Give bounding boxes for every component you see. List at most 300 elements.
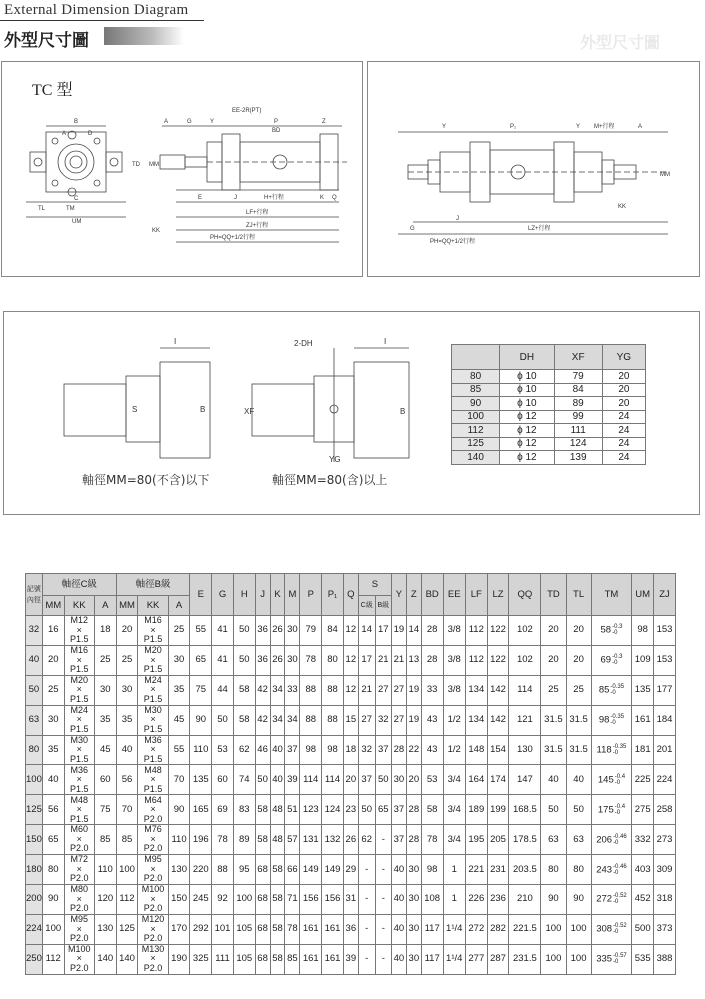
table-cell: 178.5: [509, 825, 541, 855]
ghost-title: 外型尺寸圖: [580, 33, 661, 52]
table-cell: 258: [654, 795, 676, 825]
table-cell: 102: [509, 616, 541, 646]
thread-part: P1.5: [143, 753, 163, 764]
thread-part: ×: [150, 624, 156, 635]
tm-value: 272: [596, 893, 613, 905]
col-header: K: [270, 574, 285, 616]
table-cell: 30: [285, 616, 300, 646]
table-cell: 210: [509, 885, 541, 915]
table-cell: 161: [322, 944, 344, 974]
table-row: [26, 616, 676, 646]
tm-cell: [591, 675, 632, 705]
table-cell: 130: [94, 914, 116, 944]
table-cell: 277: [465, 944, 487, 974]
col-header: TD: [541, 574, 566, 616]
thread-part: M20: [144, 645, 162, 656]
tol-lower: -0: [612, 660, 618, 667]
table-row: [26, 885, 676, 915]
col-header: Z: [406, 574, 421, 616]
dh-cell: 85: [452, 383, 500, 397]
table-cell: 36: [343, 914, 358, 944]
tm-cell: [591, 944, 632, 974]
thread-part: ×: [76, 774, 82, 785]
tm-tolerance: [612, 654, 622, 666]
table-cell: 20: [116, 616, 138, 646]
table-cell: 36: [255, 645, 270, 675]
table-cell: 105: [233, 914, 255, 944]
table-cell: 88: [322, 675, 344, 705]
dh-cell: 140: [452, 451, 500, 465]
table-row: [26, 795, 676, 825]
svg-text:S: S: [132, 405, 138, 414]
group-c: 軸徑C級: [42, 574, 116, 596]
table-cell: 68: [255, 914, 270, 944]
svg-text:B: B: [400, 407, 406, 416]
table-cell: 201: [654, 735, 676, 765]
thread-cell: [138, 675, 168, 705]
thread-part: ×: [150, 684, 156, 695]
thread-cell: [138, 855, 168, 885]
table-cell: 80: [26, 735, 43, 765]
corner-bottom: 內徑: [26, 596, 41, 604]
svg-text:YG: YG: [329, 455, 341, 464]
thread-part: P1.5: [143, 664, 163, 675]
table-cell: 30: [406, 885, 421, 915]
thread-part: P1.5: [69, 753, 89, 764]
table-cell: 131: [300, 825, 322, 855]
table-cell: 40: [541, 765, 566, 795]
table-cell: 50: [358, 795, 375, 825]
thread-part: M76: [144, 824, 162, 835]
table-cell: 27: [358, 705, 375, 735]
dh-row: [452, 397, 646, 411]
sub-header: KK: [64, 596, 94, 616]
table-cell: 58: [255, 825, 270, 855]
table-cell: 100: [116, 855, 138, 885]
table-cell: 535: [632, 944, 654, 974]
table-cell: 41: [212, 645, 234, 675]
thread-part: ×: [150, 744, 156, 755]
table-cell: 46: [255, 735, 270, 765]
thread-part: ×: [76, 684, 82, 695]
table-cell: 3/4: [443, 795, 465, 825]
thread-part: ×: [150, 923, 156, 934]
table-cell: 30: [391, 765, 406, 795]
table-cell: 32: [26, 616, 43, 646]
thread-part: P2.0: [69, 903, 89, 914]
svg-text:Y: Y: [576, 124, 581, 130]
svg-text:UM: UM: [72, 219, 82, 225]
sub-header: B級: [375, 596, 391, 616]
table-cell: 140: [94, 944, 116, 974]
table-row: [26, 914, 676, 944]
svg-text:A: A: [62, 131, 67, 137]
table-cell: 70: [116, 795, 138, 825]
col-header: H: [233, 574, 255, 616]
tol-lower: -0: [613, 959, 619, 966]
table-cell: 40: [566, 765, 591, 795]
table-cell: 130: [509, 735, 541, 765]
dh-header-row: [452, 345, 646, 370]
dh-row: [452, 437, 646, 451]
table-cell: 92: [212, 885, 234, 915]
table-cell: 71: [285, 885, 300, 915]
tm-tolerance: [613, 953, 627, 965]
thread-part: ×: [150, 774, 156, 785]
table-cell: 150: [26, 825, 43, 855]
table-cell: 50: [233, 616, 255, 646]
tol-lower: -0: [613, 839, 619, 846]
table-cell: 205: [487, 825, 509, 855]
tol-lower: -0: [614, 779, 621, 786]
thread-part: P2.0: [69, 962, 89, 973]
table-cell: 50: [233, 645, 255, 675]
table-row: [26, 645, 676, 675]
table-cell: 29: [343, 855, 358, 885]
table-cell: 36: [255, 616, 270, 646]
table-cell: 62: [358, 825, 375, 855]
table-cell: 80: [322, 645, 344, 675]
thread-part: P2.0: [143, 903, 163, 914]
table-cell: 42: [255, 675, 270, 705]
table-cell: 53: [421, 765, 443, 795]
col-header: TM: [591, 574, 632, 616]
dh-cell: 24: [602, 410, 645, 424]
table-cell: 27: [375, 675, 391, 705]
table-cell: 28: [406, 795, 421, 825]
tm-value: 308: [596, 923, 613, 935]
thread-cell: [138, 765, 168, 795]
table-cell: 45: [94, 735, 116, 765]
thread-part: P1.5: [69, 693, 89, 704]
table-cell: 154: [487, 735, 509, 765]
col-header: G: [212, 574, 234, 616]
dh-cell: ϕ 10: [500, 370, 554, 384]
thread-part: M100: [141, 884, 165, 895]
table-cell: 100: [566, 944, 591, 974]
thread-part: M30: [70, 734, 88, 745]
table-cell: 78: [300, 645, 322, 675]
table-cell: 28: [421, 616, 443, 646]
thread-cell: [138, 795, 168, 825]
thread-part: M24: [70, 704, 88, 715]
table-cell: 30: [94, 675, 116, 705]
svg-text:P₁: P₁: [510, 124, 517, 130]
table-cell: 226: [465, 885, 487, 915]
dh-cell: 80: [452, 370, 500, 384]
dh-header-corner: [452, 345, 500, 370]
table-cell: 75: [94, 795, 116, 825]
thread-part: P1.5: [143, 783, 163, 794]
col-header: LZ: [487, 574, 509, 616]
table-body: [26, 616, 676, 975]
table-cell: 21: [358, 675, 375, 705]
col-header: UM: [632, 574, 654, 616]
table-cell: 35: [116, 705, 138, 735]
table-row: [26, 705, 676, 735]
table-cell: 100: [541, 914, 566, 944]
table-cell: 3/8: [443, 675, 465, 705]
thread-cell: [138, 885, 168, 915]
tm-tolerance: [615, 804, 625, 816]
dimension-table: [25, 573, 676, 975]
svg-text:KK: KK: [618, 204, 627, 210]
thread-part: M20: [70, 674, 88, 685]
col-header: LF: [465, 574, 487, 616]
table-cell: 42: [255, 705, 270, 735]
tm-value: 85: [598, 684, 610, 696]
thread-cell: [64, 735, 94, 765]
table-cell: 25: [116, 645, 138, 675]
table-cell: 58: [421, 795, 443, 825]
tol-lower: -0: [613, 869, 619, 876]
dh-row: [452, 410, 646, 424]
table-cell: 98: [632, 616, 654, 646]
table-cell: -: [358, 914, 375, 944]
tm-tolerance: [613, 744, 627, 756]
table-cell: 57: [285, 825, 300, 855]
tol-lower: -0: [610, 720, 616, 727]
dh-cell: ϕ 10: [500, 397, 554, 411]
table-cell: 31.5: [566, 705, 591, 735]
table-cell: 74: [233, 765, 255, 795]
svg-text:TM: TM: [66, 206, 75, 212]
table-cell: 68: [255, 885, 270, 915]
table-cell: 80: [541, 855, 566, 885]
table-cell: 34: [270, 705, 285, 735]
col-header: E: [190, 574, 212, 616]
thread-part: M48: [70, 794, 88, 805]
table-cell: 15: [343, 705, 358, 735]
svg-text:B: B: [200, 405, 206, 414]
svg-text:PH=QQ+1/2行程: PH=QQ+1/2行程: [210, 235, 256, 241]
table-cell: 124: [322, 795, 344, 825]
table-cell: 33: [285, 675, 300, 705]
table-cell: 168.5: [509, 795, 541, 825]
tm-cell: [591, 705, 632, 735]
col-header: P: [300, 574, 322, 616]
table-cell: 100: [233, 885, 255, 915]
table-cell: 20: [541, 645, 566, 675]
table-cell: 149: [300, 855, 322, 885]
table-cell: 55: [168, 735, 190, 765]
table-cell: 31.5: [541, 705, 566, 735]
table-cell: 1/2: [443, 735, 465, 765]
table-cell: -: [375, 944, 391, 974]
tol-upper: -0.4: [614, 773, 626, 780]
tm-value: 69: [600, 654, 612, 666]
tm-tolerance: [612, 624, 622, 636]
thread-part: M72: [70, 854, 88, 865]
side-drawing-panel: [367, 61, 700, 277]
thread-cell: [64, 885, 94, 915]
table-cell: 26: [270, 645, 285, 675]
dh-cell: 20: [602, 383, 645, 397]
thread-cell: [64, 825, 94, 855]
sub-header: MM: [42, 596, 64, 616]
svg-text:TD: TD: [132, 162, 140, 168]
table-row: [26, 735, 676, 765]
title-gradient-bar: [104, 27, 184, 45]
table-cell: 180: [26, 855, 43, 885]
tol-upper: -0.35: [610, 684, 625, 691]
table-cell: 142: [487, 675, 509, 705]
table-cell: 98: [322, 735, 344, 765]
tol-lower: -0: [610, 690, 616, 697]
table-cell: 79: [300, 616, 322, 646]
table-cell: 25: [168, 616, 190, 646]
table-cell: 3/4: [443, 765, 465, 795]
table-cell: 153: [654, 616, 676, 646]
table-cell: 221: [465, 855, 487, 885]
table-cell: 101: [212, 914, 234, 944]
dh-cell: 89: [554, 397, 602, 411]
title-en: External Dimension Diagram: [4, 2, 189, 18]
tol-upper: -0.4: [614, 803, 626, 810]
table-cell: 30: [406, 944, 421, 974]
table-cell: 34: [285, 705, 300, 735]
thread-part: P2.0: [69, 933, 89, 944]
table-cell: 112: [465, 616, 487, 646]
tol-upper: -0.3: [612, 654, 623, 661]
tm-tolerance: [613, 864, 627, 876]
col-header: TL: [566, 574, 591, 616]
table-cell: 102: [509, 645, 541, 675]
table-row: [26, 944, 676, 974]
table-cell: 388: [654, 944, 676, 974]
table-cell: 90: [42, 885, 64, 915]
col-header: BD: [421, 574, 443, 616]
dh-cell: 79: [554, 370, 602, 384]
table-cell: 112: [465, 645, 487, 675]
table-cell: 40: [391, 885, 406, 915]
table-cell: 452: [632, 885, 654, 915]
thread-part: ×: [76, 804, 82, 815]
svg-text:TL: TL: [38, 206, 46, 212]
table-cell: 40: [26, 645, 43, 675]
dh-row: [452, 383, 646, 397]
table-cell: 28: [391, 735, 406, 765]
table-cell: 161: [322, 914, 344, 944]
thread-part: ×: [76, 863, 82, 874]
tol-upper: -0.3: [612, 624, 623, 631]
svg-text:E: E: [198, 195, 203, 201]
table-cell: 43: [421, 735, 443, 765]
table-cell: 50: [26, 675, 43, 705]
table-cell: 58: [233, 705, 255, 735]
tm-tolerance: [610, 714, 624, 726]
table-cell: 114: [509, 675, 541, 705]
dh-cell: ϕ 12: [500, 424, 554, 438]
thread-part: M48: [144, 764, 162, 775]
table-cell: 12: [343, 675, 358, 705]
svg-text:C: C: [74, 196, 79, 202]
svg-text:J: J: [234, 195, 237, 201]
table-cell: 135: [632, 675, 654, 705]
table-cell: 14: [406, 616, 421, 646]
corner-top: 記號: [26, 585, 41, 593]
table-cell: 30: [285, 645, 300, 675]
table-cell: 500: [632, 914, 654, 944]
tol-upper: -0.35: [612, 744, 627, 750]
table-cell: 95: [233, 855, 255, 885]
table-cell: 13: [406, 645, 421, 675]
table-cell: 100: [42, 914, 64, 944]
table-cell: 156: [300, 885, 322, 915]
table-cell: 98: [421, 855, 443, 885]
table-cell: 110: [94, 855, 116, 885]
tm-value: 118: [596, 744, 612, 756]
thread-part: ×: [76, 624, 82, 635]
col-header: J: [255, 574, 270, 616]
table-cell: 50: [375, 765, 391, 795]
thread-part: ×: [150, 863, 156, 874]
thread-part: P1.5: [143, 693, 163, 704]
thread-part: P2.0: [69, 873, 89, 884]
thread-cell: [138, 944, 168, 974]
table-cell: 221.5: [509, 914, 541, 944]
thread-part: P2.0: [143, 873, 163, 884]
title-underline: [0, 20, 204, 21]
tol-lower: -0: [613, 899, 619, 906]
table-cell: 200: [26, 885, 43, 915]
table-cell: 26: [270, 616, 285, 646]
table-cell: 112: [116, 885, 138, 915]
svg-text:MM: MM: [660, 172, 670, 178]
svg-text:B: B: [74, 119, 79, 125]
table-cell: 28: [406, 825, 421, 855]
thread-cell: [64, 705, 94, 735]
table-cell: 78: [421, 825, 443, 855]
tm-cell: [591, 825, 632, 855]
table-cell: 25: [541, 675, 566, 705]
svg-text:A: A: [638, 124, 643, 130]
tm-cell: [591, 885, 632, 915]
table-cell: 41: [212, 616, 234, 646]
thread-part: M16: [144, 615, 162, 626]
svg-text:PH=QQ+1/2行程: PH=QQ+1/2行程: [430, 239, 476, 245]
col-header: S: [358, 574, 391, 596]
svg-text:XF: XF: [244, 407, 255, 416]
table-cell: 30: [406, 855, 421, 885]
dh-cell: 90: [452, 397, 500, 411]
tm-cell: [591, 616, 632, 646]
table-cell: 75: [190, 675, 212, 705]
table-cell: 65: [375, 795, 391, 825]
dh-table: [451, 344, 646, 465]
col-header: P₁: [322, 574, 344, 616]
table-cell: 309: [654, 855, 676, 885]
table-cell: 23: [343, 795, 358, 825]
thread-cell: [64, 914, 94, 944]
table-cell: 17: [375, 616, 391, 646]
svg-text:BD: BD: [272, 128, 281, 134]
thread-part: M95: [144, 854, 162, 865]
col-header: ZJ: [654, 574, 676, 616]
thread-part: ×: [150, 714, 156, 725]
table-cell: 48: [270, 825, 285, 855]
thread-part: M36: [70, 764, 88, 775]
table-cell: 130: [168, 855, 190, 885]
tm-cell: [591, 914, 632, 944]
table-cell: 12: [343, 645, 358, 675]
table-cell: 273: [654, 825, 676, 855]
table-cell: 225: [632, 765, 654, 795]
table-cell: 153: [654, 645, 676, 675]
table-cell: 125: [26, 795, 43, 825]
table-cell: 26: [343, 825, 358, 855]
table-cell: 120: [94, 885, 116, 915]
